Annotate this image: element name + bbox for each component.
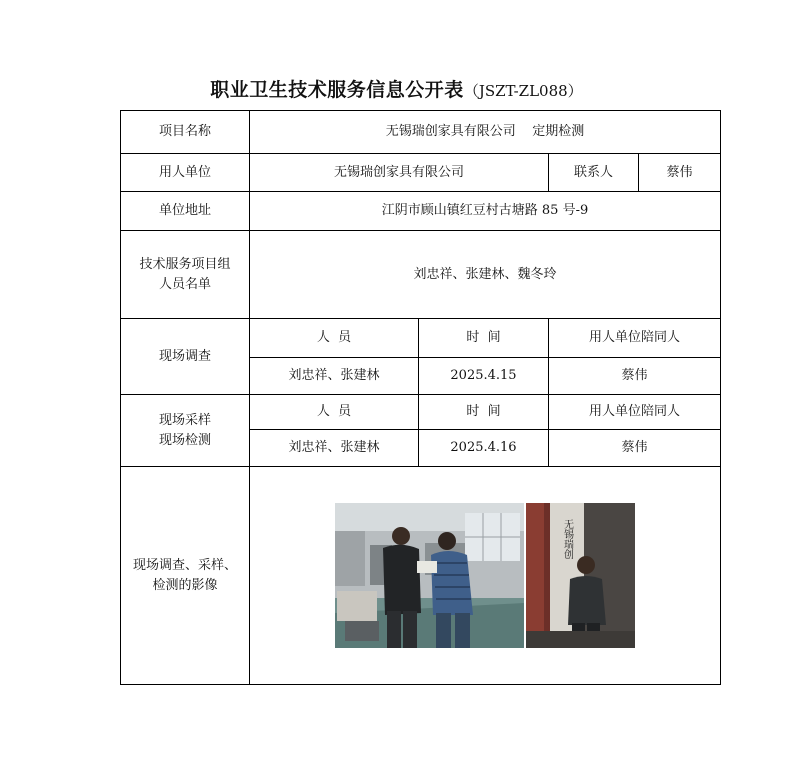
- team-label: 技术服务项目组人员名单: [121, 231, 250, 319]
- sampling-col-time: 时 间: [419, 395, 549, 430]
- entrance-sign-text: 无锡瑞创: [561, 519, 573, 559]
- sampling-label-line1: 现场采样: [158, 412, 211, 428]
- project-name-label: 项目名称: [121, 111, 250, 154]
- employer-value: 无锡瑞创家具有限公司: [250, 154, 549, 192]
- images-label: 现场调查、采样、检测的影像: [121, 467, 250, 685]
- survey-escort: 蔡伟: [549, 358, 721, 395]
- row-team: [121, 231, 721, 319]
- survey-label: 现场调查: [121, 319, 250, 395]
- sampling-escort: 蔡伟: [549, 430, 721, 467]
- address-value: 江阴市顾山镇红豆村古塘路 85 号-9: [250, 192, 721, 231]
- contact-value: 蔡伟: [639, 154, 721, 192]
- contact-label: 联系人: [549, 154, 639, 192]
- survey-col-people: 人 员: [250, 319, 419, 358]
- sampling-people: 刘忠祥、张建林: [250, 430, 419, 467]
- row-images: [121, 467, 721, 685]
- row-employer: [121, 154, 721, 192]
- images-cell: [250, 467, 721, 685]
- address-label: 单位地址: [121, 192, 250, 231]
- row-address: [121, 192, 721, 231]
- row-project-name: [121, 111, 721, 154]
- site-photo-entrance: [526, 503, 635, 648]
- info-table: [120, 110, 721, 685]
- employer-label: 用人单位: [121, 154, 250, 192]
- sampling-date: 2025.4.16: [419, 430, 549, 467]
- survey-col-time: 时 间: [419, 319, 549, 358]
- site-photo-survey: [335, 503, 524, 648]
- row-sampling-header: [121, 395, 721, 430]
- project-name-value: 无锡瑞创家具有限公司 定期检测: [250, 111, 721, 154]
- photo-strip: [250, 503, 720, 648]
- sampling-col-escort: 用人单位陪同人: [549, 395, 721, 430]
- row-survey-header: [121, 319, 721, 358]
- survey-col-escort: 用人单位陪同人: [549, 319, 721, 358]
- form-title: [0, 75, 793, 102]
- sampling-col-people: 人 员: [250, 395, 419, 430]
- sampling-label: [121, 395, 250, 467]
- team-value: 刘忠祥、张建林、魏冬玲: [250, 231, 721, 319]
- form-title-main: 职业卫生技术服务信息公开表: [210, 79, 464, 101]
- sampling-label-line2: 现场检测: [158, 432, 211, 448]
- form-code: （JSZT-ZL088）: [463, 82, 583, 100]
- survey-people: 刘忠祥、张建林: [250, 358, 419, 395]
- survey-date: 2025.4.15: [419, 358, 549, 395]
